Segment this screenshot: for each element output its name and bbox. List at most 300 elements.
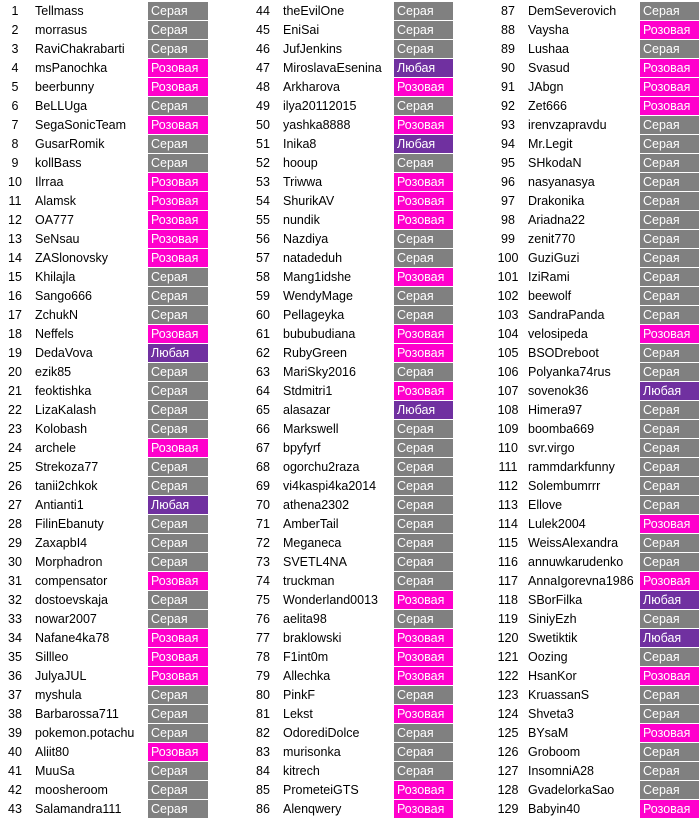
- row-number: 92: [501, 99, 515, 113]
- table-row: [0, 762, 208, 781]
- username-cell: Vaysha: [528, 23, 569, 37]
- color-tag-cell: Серая: [640, 154, 699, 173]
- row-number: 99: [501, 232, 515, 246]
- color-tag-cell: Серая: [640, 173, 699, 192]
- username-cell: Svasud: [528, 61, 570, 75]
- table-row: [248, 762, 453, 781]
- row-number: 102: [497, 289, 519, 303]
- username-cell: Markswell: [283, 422, 339, 436]
- table-row: [493, 325, 699, 344]
- row-number: 29: [8, 536, 22, 550]
- username-cell: Swetiktik: [528, 631, 578, 645]
- row-number: 100: [497, 251, 519, 265]
- color-tag-cell: Розовая: [394, 591, 453, 610]
- table-row: [0, 458, 208, 477]
- row-number: 21: [8, 384, 22, 398]
- username-cell: BSODreboot: [528, 346, 599, 360]
- color-tag-cell: Любая: [640, 591, 699, 610]
- username-cell: svr.virgo: [528, 441, 575, 455]
- username-cell: Aliit80: [35, 745, 70, 759]
- row-number: 105: [497, 346, 519, 360]
- row-number: 115: [498, 536, 518, 550]
- table-row: [248, 287, 453, 306]
- color-tag-cell: Розовая: [394, 629, 453, 648]
- username-cell: HsanKor: [528, 669, 577, 683]
- username-cell: WeissAlexandra: [528, 536, 619, 550]
- row-number: 3: [11, 42, 19, 56]
- table-row: [493, 40, 699, 59]
- username-cell: natadeduh: [283, 251, 343, 265]
- table-row: [248, 211, 453, 230]
- username-cell: OdorediDolce: [283, 726, 360, 740]
- row-number: 59: [256, 289, 270, 303]
- row-number: 88: [501, 23, 515, 37]
- username-cell: rammdarkfunny: [528, 460, 615, 474]
- color-tag-cell: Розовая: [640, 21, 699, 40]
- table-row: [493, 781, 699, 800]
- row-number: 20: [8, 365, 22, 379]
- username-cell: Stdmitri1: [283, 384, 333, 398]
- table-row: [493, 515, 699, 534]
- row-number: 70: [256, 498, 270, 512]
- username-cell: Lushaa: [528, 42, 570, 56]
- table-row: [248, 382, 453, 401]
- table-row: [0, 420, 208, 439]
- row-number: 48: [256, 80, 270, 94]
- table-row: [0, 325, 208, 344]
- table-row: [493, 534, 699, 553]
- color-tag-cell: Серая: [640, 268, 699, 287]
- color-tag-cell: Серая: [148, 553, 208, 572]
- color-tag-cell: Розовая: [394, 648, 453, 667]
- color-tag-cell: Серая: [394, 249, 453, 268]
- color-tag-cell: Серая: [394, 724, 453, 743]
- row-number: 22: [8, 403, 22, 417]
- color-tag-cell: Серая: [640, 230, 699, 249]
- table-row: [493, 572, 699, 591]
- username-cell: F1int0m: [283, 650, 329, 664]
- table-row: [493, 211, 699, 230]
- color-tag-cell: Серая: [640, 40, 699, 59]
- row-number: 49: [256, 99, 270, 113]
- table-row: [248, 743, 453, 762]
- row-number: 112: [498, 479, 518, 493]
- row-number: 25: [8, 460, 22, 474]
- row-number: 110: [498, 441, 518, 455]
- row-number: 50: [256, 118, 270, 132]
- row-number: 104: [497, 327, 519, 341]
- username-cell: Pellageyka: [283, 308, 345, 322]
- table-row: [493, 591, 699, 610]
- row-number: 13: [8, 232, 22, 246]
- table-row: [493, 344, 699, 363]
- username-cell: braklowski: [283, 631, 342, 645]
- row-number: 128: [497, 783, 519, 797]
- table-row: [248, 59, 453, 78]
- row-number: 75: [256, 593, 270, 607]
- row-number: 96: [501, 175, 515, 189]
- row-number: 31: [8, 574, 22, 588]
- table-row: [0, 192, 208, 211]
- color-tag-cell: Серая: [148, 306, 208, 325]
- table-row: [0, 800, 208, 819]
- row-number: 93: [501, 118, 515, 132]
- color-tag-cell: Любая: [394, 135, 453, 154]
- color-tag-cell: Серая: [148, 154, 208, 173]
- row-number: 7: [11, 118, 19, 132]
- table-row: [0, 382, 208, 401]
- color-tag-cell: Розовая: [640, 78, 699, 97]
- username-cell: theEvilOne: [283, 4, 345, 18]
- table-row: [0, 97, 208, 116]
- color-tag-cell: Серая: [148, 591, 208, 610]
- username-cell: zenit770: [528, 232, 576, 246]
- username-cell: AnnaIgorevna1986: [528, 574, 634, 588]
- username-cell: JulyaJUL: [35, 669, 87, 683]
- row-number: 2: [11, 23, 19, 37]
- row-number: 44: [256, 4, 270, 18]
- table-row: [0, 572, 208, 591]
- color-tag-cell: Розовая: [394, 344, 453, 363]
- table-row: [0, 781, 208, 800]
- username-cell: myshula: [35, 688, 82, 702]
- row-number: 39: [8, 726, 22, 740]
- username-cell: Salamandra111: [35, 802, 122, 816]
- username-cell: JufJenkins: [283, 42, 343, 56]
- table-row: [248, 21, 453, 40]
- row-number: 120: [497, 631, 519, 645]
- table-row: [248, 515, 453, 534]
- username-cell: Lekst: [283, 707, 313, 721]
- table-row: [248, 154, 453, 173]
- color-tag-cell: Серая: [148, 420, 208, 439]
- username-cell: IziRami: [528, 270, 570, 284]
- row-number: 83: [256, 745, 270, 759]
- color-tag-cell: Серая: [640, 686, 699, 705]
- color-tag-cell: Серая: [148, 610, 208, 629]
- table-row: [0, 534, 208, 553]
- row-number: 19: [8, 346, 22, 360]
- color-tag-cell: Серая: [640, 344, 699, 363]
- color-tag-cell: Серая: [640, 116, 699, 135]
- username-cell: ZchukN: [35, 308, 79, 322]
- username-cell: Mang1idshe: [283, 270, 352, 284]
- username-cell: Zet666: [528, 99, 567, 113]
- row-number: 78: [256, 650, 270, 664]
- row-number: 68: [256, 460, 270, 474]
- table-row: [248, 192, 453, 211]
- username-cell: GusarRomik: [35, 137, 105, 151]
- username-cell: Antianti1: [35, 498, 84, 512]
- row-number: 111: [498, 460, 518, 474]
- table-row: [493, 192, 699, 211]
- color-tag-cell: Серая: [148, 401, 208, 420]
- table-row: [248, 629, 453, 648]
- color-tag-cell: Розовая: [148, 249, 208, 268]
- table-row: [493, 21, 699, 40]
- table-row: [248, 325, 453, 344]
- row-number: 55: [256, 213, 270, 227]
- table-row: [248, 116, 453, 135]
- row-number: 61: [256, 327, 270, 341]
- table-row: [493, 363, 699, 382]
- username-cell: boomba669: [528, 422, 595, 436]
- color-tag-cell: Розовая: [394, 705, 453, 724]
- username-cell: Mr.Legit: [528, 137, 573, 151]
- row-number: 122: [497, 669, 519, 683]
- color-tag-cell: Розовая: [148, 192, 208, 211]
- color-tag-cell: Розовая: [640, 325, 699, 344]
- color-tag-cell: Розовая: [394, 192, 453, 211]
- row-number: 46: [256, 42, 270, 56]
- color-tag-cell: Розовая: [640, 800, 699, 819]
- username-cell: Alenqwery: [283, 802, 342, 816]
- username-cell: yashka8888: [283, 118, 351, 132]
- table-row: [248, 781, 453, 800]
- row-number: 90: [501, 61, 515, 75]
- table-row: [493, 724, 699, 743]
- table-row: [493, 420, 699, 439]
- color-tag-cell: Серая: [148, 762, 208, 781]
- row-number: 76: [256, 612, 270, 626]
- color-tag-cell: Розовая: [394, 116, 453, 135]
- color-tag-cell: Розовая: [640, 667, 699, 686]
- color-tag-cell: Серая: [394, 743, 453, 762]
- color-tag-cell: Розовая: [394, 173, 453, 192]
- table-row: [0, 439, 208, 458]
- username-cell: RaviChakrabarti: [35, 42, 125, 56]
- row-number: 118: [498, 593, 518, 607]
- row-number: 107: [497, 384, 519, 398]
- color-tag-cell: Серая: [394, 762, 453, 781]
- row-number: 82: [256, 726, 270, 740]
- table-row: [248, 800, 453, 819]
- username-cell: Strekoza77: [35, 460, 99, 474]
- username-cell: LizaKalash: [35, 403, 97, 417]
- row-number: 6: [11, 99, 19, 113]
- username-cell: SegaSonicTeam: [35, 118, 127, 132]
- row-number: 5: [11, 80, 19, 94]
- table-row: [248, 173, 453, 192]
- row-number: 72: [256, 536, 270, 550]
- username-cell: ezik85: [35, 365, 72, 379]
- username-cell: Morphadron: [35, 555, 103, 569]
- username-cell: ogorchu2raza: [283, 460, 360, 474]
- color-tag-cell: Серая: [640, 135, 699, 154]
- table-row: [493, 154, 699, 173]
- row-number: 32: [8, 593, 22, 607]
- table-row: [0, 705, 208, 724]
- table-row: [493, 686, 699, 705]
- color-tag-cell: Серая: [640, 496, 699, 515]
- color-tag-cell: Серая: [394, 458, 453, 477]
- username-cell: SHkodaN: [528, 156, 582, 170]
- table-row: [0, 667, 208, 686]
- row-number: 63: [256, 365, 270, 379]
- username-cell: beewolf: [528, 289, 572, 303]
- color-tag-cell: Розовая: [148, 743, 208, 762]
- color-tag-cell: Серая: [148, 686, 208, 705]
- username-cell: Sillleo: [35, 650, 69, 664]
- username-cell: MuuSa: [35, 764, 75, 778]
- username-cell: RubyGreen: [283, 346, 347, 360]
- color-tag-cell: Любая: [640, 629, 699, 648]
- color-tag-cell: Розовая: [148, 648, 208, 667]
- username-cell: Arkharova: [283, 80, 340, 94]
- username-cell: JAbgn: [528, 80, 564, 94]
- username-cell: dostoevskaja: [35, 593, 108, 607]
- row-number: 37: [8, 688, 22, 702]
- color-tag-cell: Любая: [148, 344, 208, 363]
- table-row: [0, 306, 208, 325]
- color-tag-cell: Серая: [148, 21, 208, 40]
- row-number: 98: [501, 213, 515, 227]
- table-row: [493, 249, 699, 268]
- row-number: 30: [8, 555, 22, 569]
- table-row: [0, 515, 208, 534]
- username-cell: BYsaM: [528, 726, 569, 740]
- row-number: 77: [256, 631, 270, 645]
- table-row: [248, 306, 453, 325]
- table-row: [248, 648, 453, 667]
- table-row: [248, 363, 453, 382]
- color-tag-cell: Серая: [394, 515, 453, 534]
- color-tag-cell: Серая: [148, 534, 208, 553]
- username-cell: Triwwa: [283, 175, 323, 189]
- row-number: 4: [11, 61, 19, 75]
- username-cell: EniSai: [283, 23, 320, 37]
- color-tag-cell: Серая: [394, 230, 453, 249]
- row-number: 51: [256, 137, 270, 151]
- row-number: 36: [8, 669, 22, 683]
- row-number: 73: [256, 555, 270, 569]
- color-tag-cell: Серая: [640, 458, 699, 477]
- username-cell: hooup: [283, 156, 318, 170]
- username-cell: Groboom: [528, 745, 581, 759]
- color-tag-cell: Серая: [640, 439, 699, 458]
- username-cell: InsomniA28: [528, 764, 595, 778]
- username-cell: SiniyEzh: [528, 612, 577, 626]
- table-row: [493, 762, 699, 781]
- username-cell: tanii2chkok: [35, 479, 98, 493]
- color-tag-cell: Серая: [640, 192, 699, 211]
- table-row: [248, 97, 453, 116]
- color-tag-cell: Розовая: [640, 97, 699, 116]
- color-tag-cell: Розовая: [148, 572, 208, 591]
- username-cell: alasazar: [283, 403, 331, 417]
- table-row: [248, 249, 453, 268]
- color-tag-cell: Розовая: [148, 667, 208, 686]
- color-tag-cell: Серая: [148, 458, 208, 477]
- username-cell: beerbunny: [35, 80, 95, 94]
- row-number: 10: [8, 175, 22, 189]
- username-cell: OA777: [35, 213, 74, 227]
- color-tag-cell: Розовая: [394, 268, 453, 287]
- table-row: [0, 40, 208, 59]
- table-row: [493, 705, 699, 724]
- table-row: [493, 230, 699, 249]
- row-number: 84: [256, 764, 270, 778]
- username-cell: velosipeda: [528, 327, 588, 341]
- username-cell: SeNsau: [35, 232, 80, 246]
- username-cell: Barbarossa711: [35, 707, 119, 721]
- row-number: 97: [501, 194, 515, 208]
- row-number: 15: [8, 270, 22, 284]
- username-cell: Wonderland0013: [283, 593, 378, 607]
- row-number: 79: [256, 669, 270, 683]
- username-cell: DemSeverovich: [528, 4, 617, 18]
- color-tag-cell: Серая: [148, 724, 208, 743]
- row-number: 18: [8, 327, 22, 341]
- username-cell: ShurikAV: [283, 194, 335, 208]
- row-number: 28: [8, 517, 22, 531]
- username-cell: compensator: [35, 574, 108, 588]
- row-number: 14: [8, 251, 22, 265]
- username-cell: feoktishka: [35, 384, 92, 398]
- color-tag-cell: Серая: [394, 572, 453, 591]
- username-cell: SBorFilka: [528, 593, 583, 607]
- row-number: 64: [256, 384, 270, 398]
- row-number: 8: [11, 137, 19, 151]
- table-row: [248, 591, 453, 610]
- table-row: [248, 667, 453, 686]
- table-row: [493, 97, 699, 116]
- table-row: [493, 458, 699, 477]
- row-number: 95: [501, 156, 515, 170]
- row-number: 103: [497, 308, 519, 322]
- row-number: 127: [497, 764, 519, 778]
- username-cell: truckman: [283, 574, 335, 588]
- table-row: [493, 382, 699, 401]
- table-row: [493, 287, 699, 306]
- color-tag-cell: Серая: [394, 40, 453, 59]
- row-number: 54: [256, 194, 270, 208]
- row-number: 38: [8, 707, 22, 721]
- table-row: [248, 458, 453, 477]
- table-row: [493, 800, 699, 819]
- username-cell: MiroslavaEsenina: [283, 61, 382, 75]
- username-cell: GvadelorkaSao: [528, 783, 615, 797]
- color-tag-cell: Серая: [394, 496, 453, 515]
- row-number: 53: [256, 175, 270, 189]
- username-cell: msPanochka: [35, 61, 108, 75]
- color-tag-cell: Розовая: [148, 116, 208, 135]
- column-3: [493, 0, 699, 820]
- username-cell: Oozing: [528, 650, 568, 664]
- username-cell: Ellove: [528, 498, 563, 512]
- color-tag-cell: Серая: [394, 686, 453, 705]
- row-number: 91: [501, 80, 515, 94]
- color-tag-cell: Серая: [640, 477, 699, 496]
- username-cell: Tellmass: [35, 4, 84, 18]
- row-number: 52: [256, 156, 270, 170]
- row-number: 121: [497, 650, 519, 664]
- color-tag-cell: Серая: [394, 553, 453, 572]
- color-tag-cell: Серая: [148, 287, 208, 306]
- color-tag-cell: Любая: [640, 382, 699, 401]
- color-tag-cell: Розовая: [148, 629, 208, 648]
- color-tag-cell: Серая: [148, 2, 208, 21]
- row-number: 80: [256, 688, 270, 702]
- color-tag-cell: Серая: [394, 363, 453, 382]
- table-row: [493, 116, 699, 135]
- row-number: 86: [256, 802, 270, 816]
- table-row: [0, 629, 208, 648]
- color-tag-cell: Серая: [148, 477, 208, 496]
- table-row: [493, 268, 699, 287]
- color-tag-cell: Серая: [148, 781, 208, 800]
- row-number: 57: [256, 251, 270, 265]
